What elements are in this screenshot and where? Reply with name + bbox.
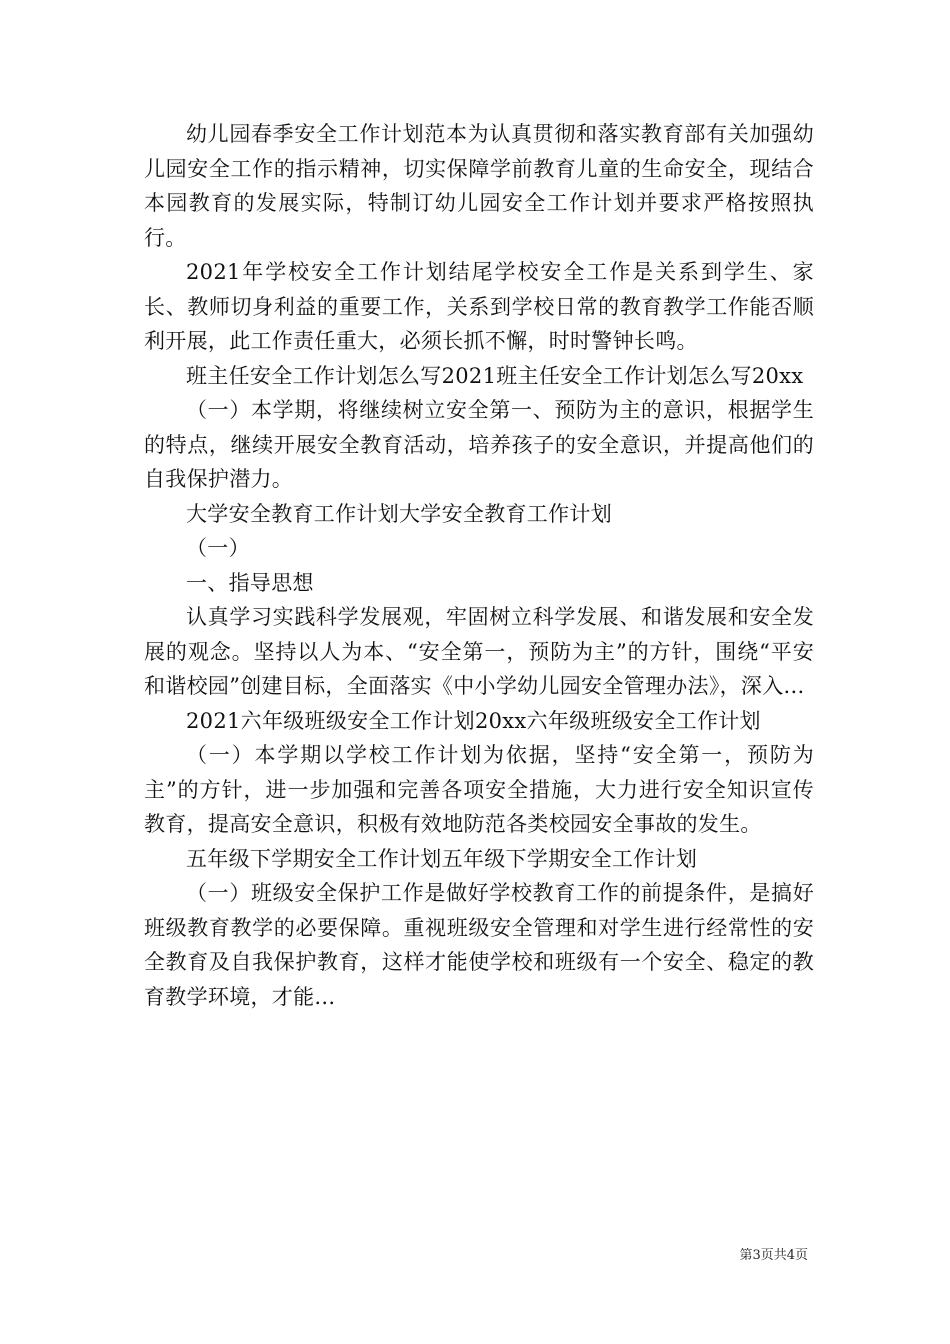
paragraph-grade-five-body: （一）班级安全保护工作是做好学校教育工作的前提条件，是搞好班级教育教学的必要保障。重视班级安全管理和对学生进行经常性的安全教育及自我保护教育，这样才能使学校和班级有一个安全、稳定的教育教学环境，才能... xyxy=(144,881,814,1009)
paragraph-head-teacher-heading: 班主任安全工作计划怎么写2021班主任安全工作计划怎么写20xx xyxy=(186,363,804,388)
paragraph-kindergarten-plan: 幼儿园春季安全工作计划范本为认真贯彻和落实教育部有关加强幼儿园安全工作的指示精神，切实保障学前教育儿童的生命安全，现结合本园教育的发展实际，特制订幼儿园安全工作计划并要求严格按照执行。 xyxy=(144,122,814,250)
paragraph-grade-six-heading: 2021六年级班级安全工作计划20xx六年级班级安全工作计划 xyxy=(186,708,761,733)
paragraph-guiding-thought-heading: 一、指导思想 xyxy=(186,570,314,595)
paragraph-university-heading: 大学安全教育工作计划大学安全教育工作计划 xyxy=(186,501,612,526)
document-body xyxy=(144,117,814,1014)
page-number: 第3页共4页 xyxy=(739,1248,808,1263)
paragraph-guiding-thought-body: 认真学习实践科学发展观，牢固树立科学发展、和谐发展和安全发展的观念。坚持以人为本、“安全第一，预防为主”的方针，围绕“平安和谐校园”创建目标，全面落实《中小学幼儿园安全管理办法》，深入... xyxy=(144,605,814,698)
paragraph-grade-five-heading: 五年级下学期安全工作计划五年级下学期安全工作计划 xyxy=(186,846,698,871)
paragraph-school-plan-2021: 2021年学校安全工作计划结尾学校安全工作是关系到学生、家长、教师切身利益的重要工作，关系到学校日常的教育教学工作能否顺利开展，此工作责任重大，必须长抓不懈，时时警钟长鸣。 xyxy=(144,260,814,353)
paragraph-semester-awareness: （一）本学期，将继续树立安全第一、预防为主的意识，根据学生的特点，继续开展安全教育活动，培养孩子的安全意识，并提高他们的自我保护潜力。 xyxy=(144,398,814,491)
paragraph-grade-six-body: （一）本学期以学校工作计划为依据，坚持“安全第一，预防为主”的方针，进一步加强和完善各项安全措施，大力进行安全知识宣传教育，提高安全意识，积极有效地防范各类校园安全事故的发生。 xyxy=(144,743,814,836)
paragraph-section-one: （一） xyxy=(186,536,250,560)
